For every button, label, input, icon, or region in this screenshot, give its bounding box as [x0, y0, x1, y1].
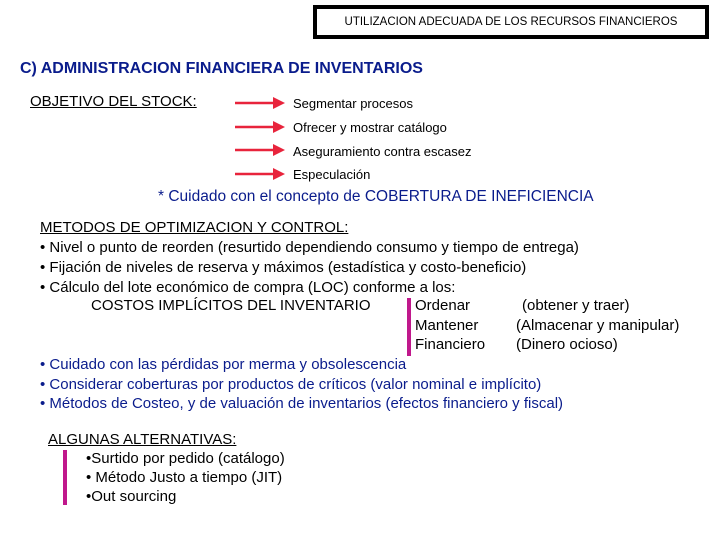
costs-label: COSTOS IMPLÍCITOS DEL INVENTARIO: [91, 297, 371, 314]
cost-name: Ordenar: [415, 297, 471, 314]
cost-name: Financiero: [415, 336, 486, 353]
alternative-item: • Método Justo a tiempo (JIT): [86, 469, 283, 486]
costs-bracket-bar: [407, 298, 411, 356]
arrow-right-icon: [235, 120, 285, 134]
methods-item: • Considerar coberturas por productos de críticos (valor nominal e implícito): [40, 376, 542, 393]
objective-item: Especulación: [293, 167, 371, 182]
section-title: C) ADMINISTRACION FINANCIERA DE INVENTARIOS: [20, 60, 423, 77]
alternatives-bracket-bar: [63, 450, 67, 505]
arrow-right-icon: [235, 143, 285, 157]
objective-item: Ofrecer y mostrar catálogo: [293, 120, 447, 135]
arrow-right-icon: [235, 96, 285, 110]
cost-name: Mantener: [415, 317, 479, 334]
arrow-right-icon: [235, 167, 285, 181]
methods-title: METODOS DE OPTIMIZACION Y CONTROL:: [40, 219, 349, 236]
cost-desc: (Dinero ocioso): [516, 336, 618, 353]
methods-item: • Nivel o punto de reorden (resurtido dependiendo consumo y tiempo de entrega): [40, 239, 579, 256]
alternative-item: •Out sourcing: [86, 488, 177, 505]
cost-desc: (obtener y traer): [522, 297, 630, 314]
alternative-item: •Surtido por pedido (catálogo): [86, 450, 285, 467]
header-title: UTILIZACION ADECUADA DE LOS RECURSOS FINANCIEROS: [344, 16, 678, 28]
objective-item: Aseguramiento contra escasez: [293, 144, 472, 159]
objective-label: OBJETIVO DEL STOCK:: [30, 93, 197, 110]
objective-item: Segmentar procesos: [293, 96, 413, 111]
coverage-note: * Cuidado con el concepto de COBERTURA DE INEFICIENCIA: [158, 188, 594, 205]
methods-item: • Métodos de Costeo, y de valuación de inventarios (efectos financiero y fiscal): [40, 395, 564, 412]
header-box: [313, 5, 709, 39]
alternatives-title: ALGUNAS ALTERNATIVAS:: [48, 431, 237, 448]
cost-desc: (Almacenar y manipular): [516, 317, 680, 334]
methods-item: • Cálculo del lote económico de compra (LOC) conforme a los:: [40, 279, 456, 296]
methods-item: • Cuidado con las pérdidas por merma y obsolescencia: [40, 356, 407, 373]
methods-item: • Fijación de niveles de reserva y máximos (estadística y costo-beneficio): [40, 259, 527, 276]
